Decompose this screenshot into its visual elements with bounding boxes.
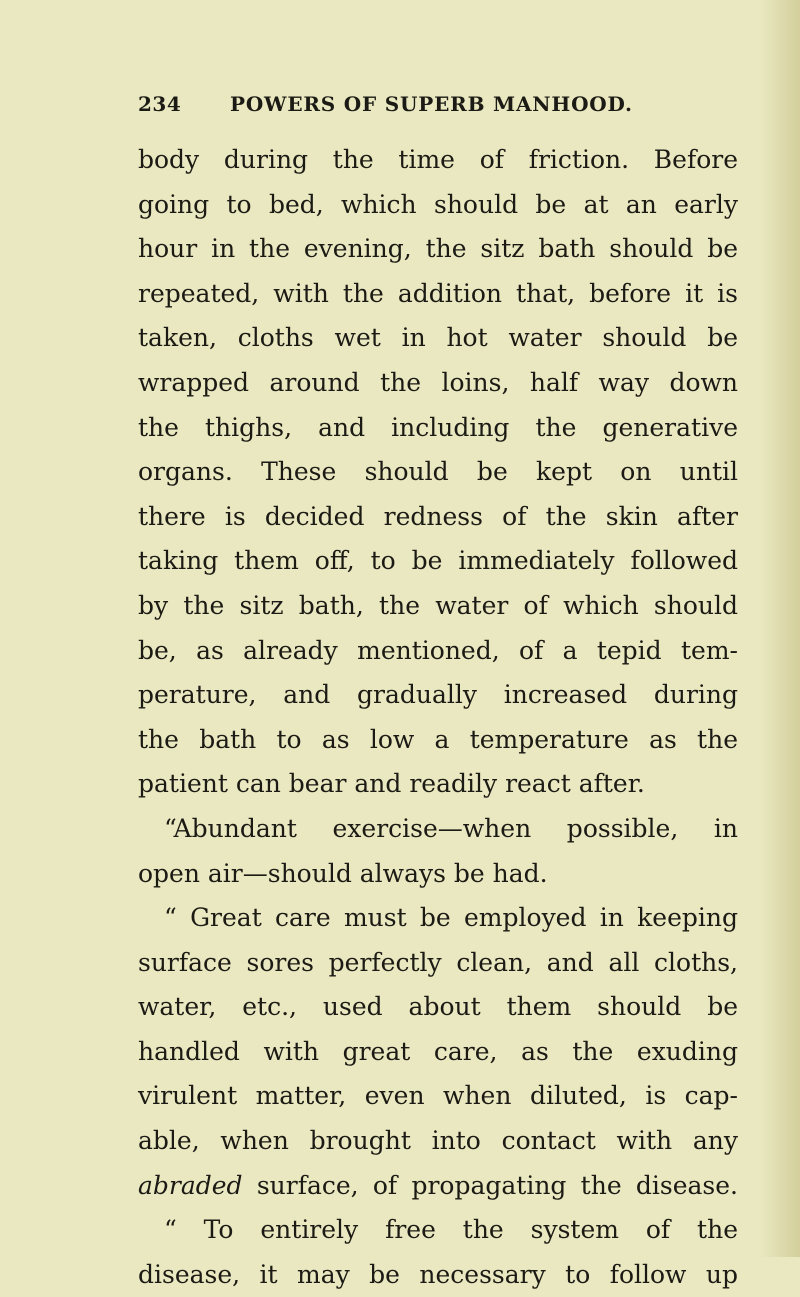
text-line: wrapped around the loins, half way down [138, 367, 738, 397]
line-rest: surface, of propagating the disease. [242, 1170, 738, 1200]
page-header [138, 92, 738, 124]
text-line: “Abundant exercise—when possible, in [164, 813, 738, 843]
text-line: organs. These should be kept on until [138, 457, 738, 487]
text-line: virulent matter, even when diluted, is cap- [138, 1081, 738, 1111]
text-line: be, as already mentioned, of a tepid tem- [138, 635, 738, 665]
text-line: handled with great care, as the exuding [138, 1036, 738, 1066]
text-line: there is decided redness of the skin after [138, 501, 738, 531]
text-line: going to bed, which should be at an early [138, 189, 738, 219]
text-line: open air—should always be had. [138, 858, 548, 888]
page-number: 234 [138, 92, 182, 116]
text-line: by the sitz bath, the water of which should [138, 590, 738, 620]
text-line: “ Great care must be employed in keeping [164, 903, 738, 933]
text-line: repeated, with the addition that, before it is [138, 278, 738, 308]
text-line [138, 1164, 738, 1209]
text-line: able, when brought into contact with any [138, 1126, 738, 1156]
body-text [138, 138, 738, 1297]
text-line: the bath to as low a temperature as the [138, 724, 738, 754]
text-line: body during the time of friction. Before [138, 145, 738, 174]
running-head: POWERS OF SUPERB MANHOOD. [230, 92, 633, 116]
text-line: the thighs, and including the generative [138, 412, 738, 442]
text-line: disease, it may be necessary to follow up [138, 1259, 738, 1289]
text-line: taken, cloths wet in hot water should be [138, 323, 738, 353]
text-line: perature, and gradually increased during [138, 680, 738, 710]
text-line: “ To entirely free the system of the [164, 1215, 738, 1245]
text-line: patient can bear and readily react after. [138, 769, 645, 799]
text-line: water, etc., used about them should be [138, 992, 738, 1022]
text-line: taking them off, to be immediately followed [138, 546, 738, 576]
text-line: hour in the evening, the sitz bath should be [138, 234, 738, 264]
text-line: surface sores perfectly clean, and all cloths, [138, 947, 738, 977]
italic-word: abraded [138, 1170, 243, 1200]
